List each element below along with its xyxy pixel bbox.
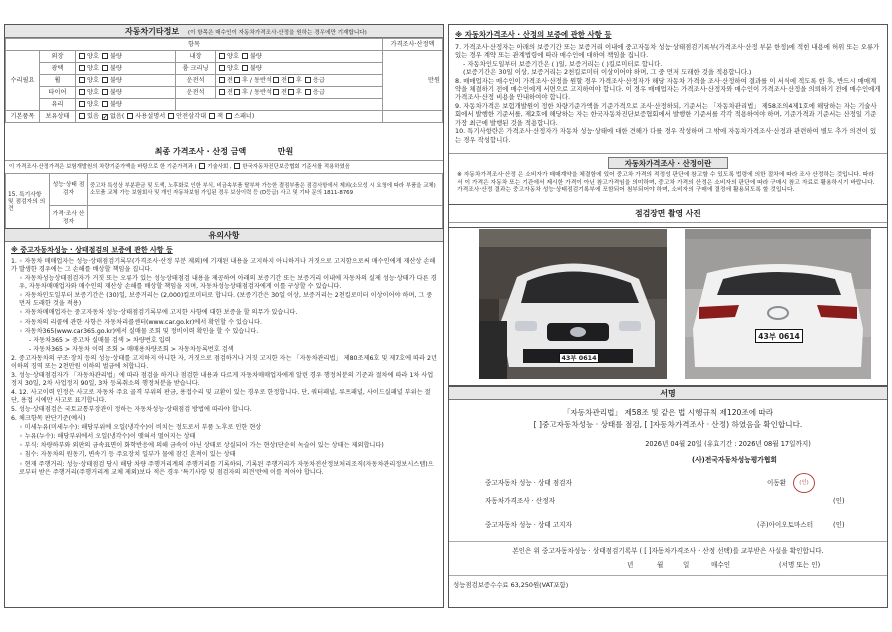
exterior-bad-checkbox[interactable] [102,53,108,59]
sign-line-1: 「자동차관리법」 제58조 및 같은 법 시행규칙 제120조에 따라 [562,408,774,417]
basic-opt-jack: 잭 [217,112,223,120]
guarantee-item: - 자동차인도일부터 보증기간은 ( )일, 보증거리는 ( )킬로미터로 합니다. [463,59,663,68]
wheel-pass-rear-checkbox[interactable] [288,77,294,83]
opt-good-label: 양호 [87,64,99,72]
basic-opt-spanner: 스패너 [233,112,252,120]
notifier-seal: (인) [833,521,845,529]
opt-spare: 응급 [312,76,325,84]
wheel-driver-front-checkbox[interactable] [219,77,225,83]
wheel-pass-front-checkbox[interactable] [273,77,279,83]
sign-date: 2026년 04월 20일 (유효기간 : 2026년 08월 17일까지) [645,439,811,448]
col-price-header: 가격조사·산정액 [383,39,443,51]
opt-good-label: 양호 [87,52,99,60]
basic-opt-none: 없음 [109,112,122,120]
opt-rear: 후 [241,76,248,84]
guarantee-item: 9. 자동차가격은 보험개발원이 정한 차량기준가액을 기준가격으로 조사·산정하되, 기준서는 「자동차관리법」 제58조의4제1호에 해당하는 자는 기술사회에서 발행한 기준서를, 제2호에 해당하는 자는 한국자동차진단보증협회에서 발행한 기준서를 각각 적용하여야 하며, 기준가격과 기준서는 산정일 기준 가장 최근에 발행된 것을 적용합니다. [455,101,877,127]
guarantee-item: (보증기간은 30일 이상, 보증거리는 2천킬로미터 이상이어야 하며, 그 중 먼저 도래한 것을 적용합니다.) [463,68,752,77]
front-plate: 43부 0614 [559,353,599,363]
rear-plate: 43부 0614 [755,329,803,343]
caution-item: ◦ 자동차인도일부터 보증기간은 (30)일, 보증거리는 (2,000)킬로미터로 합니다. (보증기간은 30일 이상, 보증거리는 2천킬로미터 이상이어야 하며, 그 중 먼저 도래한 것을 적용) [19,292,433,308]
opt-bad-label: 불량 [109,100,122,108]
caution-item: 3. 성능·상태점검자가 「자동차관리법」에 따라 점검을 하거나 점검한 내용과 다르게 자동차매매업자에게 알린 경우 행정처분의 기준과 절차에 따라 1차 사업정지 30일, 2차 사업정지 90일, 3차 등록취소의 행정처분을 받습니다. [11,371,434,387]
caution-item: ◦ 자동차성능상태점검자가 거짓 또는 오류가 있는 성능상태점검 내용을 제공하여 아래의 보증기간 또는 보증거리 이내에 자동차의 실제 성능·상태가 다른 경우, 자동차매매업자와 매수인의 재산상 손해를 배상할 책임을 지며, 자동차성능상태점검자에게 이를 구상할 수 있습니다. [19,275,437,291]
other-info-title-bar [5,25,443,38]
final-price-unit: 만원 [277,147,294,156]
row-wheel-label: 휠 [40,75,76,87]
caution-item: ◦ 현재 주행거리: 성능·상태점검 당시 해당 차량 주행거리계의 주행거리를 기록하되, 기록된 주행거리가 자동차전산정보처리조직(자동차관리정보시스템)으로부터 받은 주행거리(주행거리계 교체 제외)보다 적은 경우 '특기사항 및 점검자의 의견'란에 이를 적어야 합니다. [19,460,434,476]
caution-body [5,242,443,477]
receipt-buyer: 매수인 [711,561,731,569]
interior-good-checkbox[interactable] [219,53,225,59]
receipt-divider [449,541,887,542]
wheel-bad-checkbox[interactable] [102,77,108,83]
repair-label: 수리필요 [6,51,40,111]
guarantee-item: 8. 매매업자는 매수인이 가격조사·산정을 원할 경우 가격조사·산정자가 해당 자동차 가격을 조사·산정하여 결과를 이 서식에 적도록 한 후, 반드시 매매계약을 체결하기 전에 매수인에게 서면으로 고지하여야 합니다. 이 경우 매매업자는 가격조사·산정자와 매수인이 가격조사·산정을 의뢰하기 전에 매수인에게 가격조사·산정 비용을 안내하여야 합니다. [455,76,881,102]
opt-bad-label: 불량 [109,52,122,60]
receipt-month: 월 [657,561,664,569]
note-line-3: 한국자동차진단보증협회 기준서를 적용하였음 [242,164,350,170]
basic-opt-manual: 사용설명서 [135,112,166,120]
fee-text: 성능점검보증수수료 63,250원(VAT포함) [453,581,569,589]
wheel-good-checkbox[interactable] [79,77,85,83]
caution-title: 유의사항 [5,229,443,242]
opinion-table [5,173,443,232]
signature-panel [448,386,888,608]
opt-passenger: 동반석 [254,88,272,96]
tire-driver-rear-checkbox[interactable] [234,89,240,95]
final-price-row [5,143,443,161]
role-notifier: 중고자동차 성능 · 상태 고지자 [485,521,572,529]
opt-bad-label: 불량 [109,76,122,84]
perf-checker-opinion: 중고차 특성상 부분판금 및 도색, 노후화로 인한 부식, 비금속부품 탈부착 가능한 결점부품은 점검사항에서 제외(소모성 시 요청에 따라 부품을 교체) 소모품 교체 가능 보험회사 및 개인 자동차보험 가입된 경우 보상이력 등 (D등급) 사고 및 기타 문의 1811-8769 [88,174,443,206]
wheel-driver-rear-checkbox[interactable] [234,77,240,83]
row-tire-driver-label: 운전석 [176,87,216,99]
row-interior-label: 내장 [176,51,216,63]
opinion-label: 15. 특기사항 및 점검자의 의견 [6,174,50,232]
basic-have-checkbox[interactable] [79,113,85,119]
spanner-checkbox[interactable] [226,113,232,119]
row-wheel-driver-label: 운전석 [176,75,216,87]
final-price-label: 최종 가격조사 · 산정 금액 [154,147,247,156]
other-info-subtitle: (이 항목은 매수인이 자동차가격조사·산정을 원하는 경우에만 기재합니다) [187,30,367,36]
inspection-photo-panel [448,204,888,386]
manual-checkbox[interactable] [127,113,133,119]
tire-pass-front-checkbox[interactable] [273,89,279,95]
exterior-good-checkbox[interactable] [79,53,85,59]
caution-item: - 자동차365 > 자동차 이력 조회 > 매매용차량조회 > 자동차등록번호 검색 [29,345,234,353]
basic-none-checkbox[interactable] [102,114,108,120]
row-room-clean-label: 룸 크리닝 [176,63,216,75]
other-info-title: 자동차기타정보 [125,27,180,36]
disclaimer-box [449,153,887,198]
org-name: (사)전국자동차성능평가협회 [691,456,777,465]
jack-checkbox[interactable] [209,113,215,119]
gloss-good-checkbox[interactable] [79,65,85,71]
gloss-bad-checkbox[interactable] [102,65,108,71]
opt-front: 전 [227,76,233,84]
caution-item: 4. 12. 사고이력 인정은 사고로 자동차 주요 골격 부위의 판금, 용접수리 및 교환이 있는 경우로 한정합니다. 단, 쿼터패널, 루프패널, 사이드실패널 부위는 절단, 용접 시에만 사고로 표기합니다. [11,389,431,405]
receipt-text: 본인은 위 중고자동차성능 · 상태점검기록부 ( [ ]자동차가격조사 · 산정 선택)를 교부받은 사실을 확인합니다. [512,547,824,555]
wheel-spare-checkbox[interactable] [305,77,311,83]
caution-item: ◦ 자동차365(www.car365.go.kr)에서 실매물 조회 및 정비이력 확인을 할 수 있습니다. [19,327,259,335]
opt-bad-label: 불량 [109,88,122,96]
room-good-checkbox[interactable] [219,65,225,71]
tire-good-checkbox[interactable] [79,89,85,95]
won-label: 만원 [428,76,440,84]
disclaimer-text: ※ 자동차가격조사·산정 은 소비자가 매매계약을 체결함에 있어 중고차 가격의 적정성 판단에 참고할 수 있도록 법령에 의한 절차에 따라 조사 산정하는 것입니다. 따라서 이 가격은 자동차 또는 기관에서 제시한 가격이 아닌 참고가격임을 의미하며, 중고차 가격의 산정은 소비자의 판단에 따라 구매시 참고 자료로 활용하시기 바랍니다. 가격조사·산정 결과는 중고자동차 성능·상태점검기록부에 포함되어 첨부되어야 하며, 소비자의 구매에 결정에 활용되도록 할 것입니다. [457,172,875,194]
guarantee-heading: ※ 자동차가격조사 · 산정의 보증에 관한 사항 등 [455,30,612,39]
price-seal: (인) [833,497,845,505]
triangle-checkbox[interactable] [168,113,174,119]
final-price-note: 이 가격조사·산정가격은 보험개발원의 차량기준가액을 바탕으로 한 기준가격과 ( 기술사회 , 한국자동차진단보증협회 기준서를 적용하였음 [9,164,350,170]
basic-opt-have: 있음 [87,112,99,120]
notifier-name: (주)아이오토마스터 [757,521,814,529]
row-glass-label: 유리 [40,99,76,111]
checker-name: 이동환 [767,479,787,487]
opt-bad-label: 불량 [109,64,122,72]
caution-item: ◦ 미세누유(미세누수): 해당부위에 오일(냉각수)이 비치는 정도로서 부품 노후로 인한 현상 [19,424,262,432]
perf-checker-label: 성능·상태 점검자 [50,174,88,206]
opt-good-label: 양호 [227,64,239,72]
row-exterior-label: 외장 [40,51,76,63]
guarantee-item: 10. 특기사항란은 가격조사·산정자가 자동차 성능·상태에 대한 견해가 다를 경우 작성하며 그 밖에 자동차가격조사·산정과 관련하여 별도 추가 의견이 있는 경우 작성합니다. [455,127,877,144]
opt-good-label: 양호 [87,76,99,84]
caution-item: 5. 성능·상태점검은 국토교통부장관이 정하는 자동차성능·상태점검 방법에 따라야 합니다. [11,406,252,414]
glass-bad-checkbox[interactable] [102,101,108,107]
room-bad-checkbox[interactable] [242,65,248,71]
opt-passenger: 동반석 [254,76,272,84]
car-rear-illustration [685,229,871,379]
tire-spare-checkbox[interactable] [305,89,311,95]
caution-panel [4,228,444,608]
role-checker: 중고자동차 성능 · 상태 점검자 [485,479,572,487]
opt-rear: 후 [241,88,248,96]
opt-good-label: 양호 [87,88,99,96]
opt-rear: 후 [295,76,302,84]
caution-item: ◦ 부식: 차량하부와 외판의 금속표면이 화학반응에 의해 금속이 아닌 상태로 상실되어 가는 현상(단순히 녹슬어 있는 상태는 제외합니다) [19,442,384,450]
opt-spare: 응급 [312,88,325,96]
car-photo-front [479,229,667,379]
caution-item: 2. 중고자동차의 구조·장치 등의 성능·상태를 고지하지 아니한 자, 거짓으로 점검하거나 거짓 고지한 자는 「자동차관리법」 제80조제6호 및 제7호에 따라 2년 이하의 징역 또는 2천만원 이하의 벌금에 처합니다. [11,354,437,370]
price-person-label: 가격·조사 산정자 [50,206,88,232]
row-tire-label: 타이어 [40,87,76,99]
caution-item: ◦ 침수: 자동차의 원동기, 변속기 등 주요장치 일부가 물에 잠긴 흔적이 있는 상태 [19,451,236,459]
caution-item: - 자동차365 > 중고차 실매물 검색 > 차량번호 입력 [29,336,171,344]
disclaimer-title: 자동차가격조사 · 산정이란 [608,157,728,169]
opt-rear: 후 [295,88,302,96]
note-line-1: 이 가격조사·산정가격은 보험개발원의 차량기준가액을 바탕으로 한 기준가격과 [9,164,193,170]
receipt-year: 년 [627,561,634,569]
role-price: 자동차가격조사 · 산정자 [485,497,555,505]
repair-price-cell [383,51,443,111]
opt-bad-label: 불량 [249,64,262,72]
row-gloss-label: 광택 [40,63,76,75]
interior-bad-checkbox[interactable] [242,53,248,59]
guarantee-item: 7. 가격조사·산정자는 아래의 보증기간 또는 보증거리 이내에 중고자동차 성능·상태점검기록부(가격조사·산정 부분 한정)에 적힌 내용에 허위 또는 오류가 있는 경우 계약 또는 관계법령에 따라 매수인에 대하여 책임을 집니다. [455,42,880,60]
tech-society-checkbox[interactable] [199,163,205,169]
checker-seal: (인) [793,473,815,493]
basic-opt-triangle: 안전삼각대 [176,112,207,120]
tire-driver-front-checkbox[interactable] [219,89,225,95]
tire-bad-checkbox[interactable] [102,89,108,95]
fee-divider [449,575,887,576]
tire-pass-rear-checkbox[interactable] [288,89,294,95]
note-line-2: 기술사회 [207,164,229,170]
repair-table: 항목 가격조사·산정액 수리필요 외장 양호 불량 내장 양호 불량 만원 광택 양호 불량 룸 크리닝 양호 불량 휠 양호 불량 운전석 전 후 / 동반석 전 후 응급 타이어 양호 불량 운전석 전 후 / 동반석 전 후 응급 유리 양호 불량 기본품목 보유상태 있음 ✓ 없음( 사용설명서 안전삼각대 잭 스패너) [5,38,443,123]
photo-title: 점검장면 촬영 사진 [449,205,887,223]
opt-front: 전 [227,88,233,96]
caution-item: ◦ 자동차매매업자는 중고자동차 성능·상태점검기록부에 고지한 사항에 대한 보증을 할 의무가 있습니다. [19,309,298,317]
basic-label: 기본품목 [6,111,40,123]
opt-front: 전 [280,76,287,84]
guarantee-body [449,25,887,144]
kadp-checkbox[interactable] [234,163,240,169]
col-item-header: 항목 [6,39,383,51]
basic-item-label: 보유상태 [40,111,76,123]
sign-line-2: [ ]중고자동차성능 · 상태를 점검, [ ]자동차가격조사 · 산정) 하였음을 확인합니다. [533,420,803,430]
car-photo-rear [685,229,871,379]
opt-bad-label: 불량 [249,52,262,60]
receipt-day: 일 [683,561,690,569]
price-guarantee-panel [448,24,888,228]
caution-item: 1. ◦ 자동차 매매업자는 성능·상태점검기록부(가격조사·산정 부분 제외)에 기재된 내용을 고지하지 아니하거나 거짓으로 고지함으로써 매수인에게 재산상 손해가 발생한 경우에는 그 손해를 배상할 책임을 집니다. [11,258,436,274]
glass-good-checkbox[interactable] [79,101,85,107]
opt-good-label: 양호 [87,100,99,108]
buyer-sign-field[interactable]: (서명 또는 인) [779,561,821,569]
caution-heading: ※ 중고자동차성능 · 상태점검의 보증에 관한 사항 등 [11,246,173,254]
opt-good-label: 양호 [227,52,239,60]
caution-item: ◦ 누유(누수): 해당부위에서 오일(냉각수)이 맺혀서 떨어지는 상태 [19,433,196,441]
vehicle-other-info-panel [4,24,444,232]
caution-item: ◦ 자동차의 리콜에 관한 사항은 자동차리콜센터(www.car.go.kr)에서 확인할 수 있습니다. [19,318,262,326]
opt-front: 전 [280,88,287,96]
caution-item: 6. 체크항목 판단기준(예시) [11,415,86,423]
sign-title: 서명 [449,387,887,400]
